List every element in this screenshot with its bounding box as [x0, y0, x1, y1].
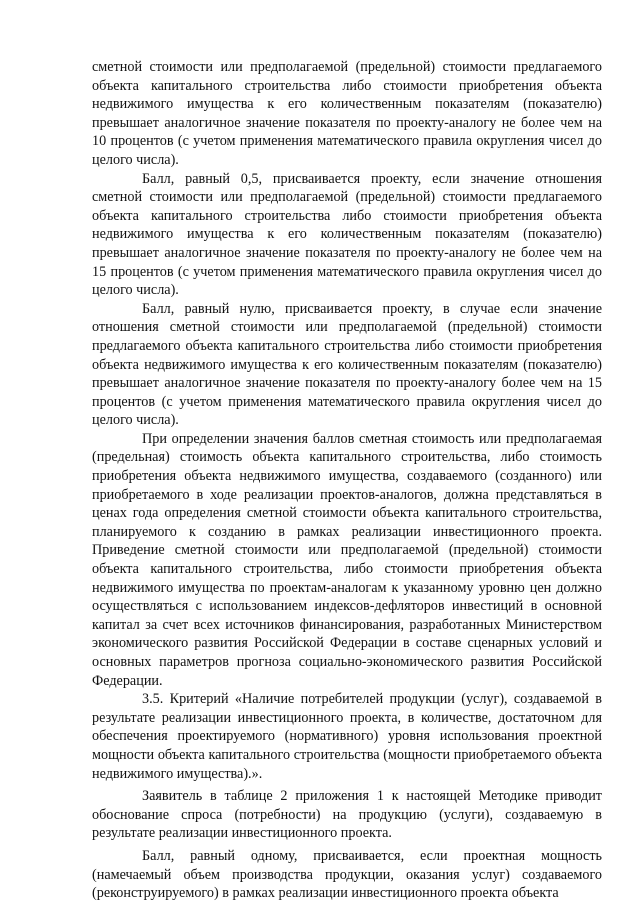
paragraph-score-half: Балл, равный 0,5, присваивается проекту, если значение отношения сметной стоимости или предполагаемой (предельной) стоимости предлагаемого объекта капитального строительства либо стоимости приобретения объекта недвижимого имущества к его количественным показателям (показателю) превышает аналогичное значение показателя по проекту-аналогу не более чем на 15 процентов (с учетом применения математического правила округления чисел до целого числа). [92, 170, 602, 299]
paragraph-applicant-table: Заявитель в таблице 2 приложения 1 к настоящей Методике приводит обоснование спроса (потребности) на продукцию (услуги), создаваемую в результате реализации инвестиционного проекта. [92, 788, 602, 842]
paragraph-price-determination: При определении значения баллов сметная стоимость или предполагаемая (предельная) стоимость объекта капитального строительства, либо стоимость приобретения объекта недвижимого имущества, создаваемого (созданного) или приобретаемого в ходе реализации проектов-аналогов, должна представляться в ценах года определения сметной стоимости объекта капитального строительства, планируемого к созданию в рамках реализации инвестиционного проекта. Приведение сметной стоимости или предполагаемой (предельной) стоимости объекта капитального строительства, либо стоимости приобретения объекта недвижимого имущества по проектам-аналогам к указанному уровню цен должно осуществляться с использованием индексов-дефляторов инвестиций в основной капитал за счет всех источников финансирования, разработанных Министерством экономического развития Российской Федерации в составе сценарных условий и основных параметров прогноза социально-экономического развития Российской Федерации. [92, 430, 602, 689]
paragraph-score-one: Балл, равный одному, присваивается, если проектная мощность (намечаемый объем производства продукции, оказания услуг) создаваемого (реконструируемого) в рамках реализации инвестиционного проекта объекта [92, 847, 602, 902]
paragraph-continuation: сметной стоимости или предполагаемой (предельной) стоимости предлагаемого объекта капитального строительства либо стоимости приобретения объекта недвижимого имущества к его количественным показателям (показателю) превышает аналогичное значение показателя по проекту-аналогу не более чем на 10 процентов (с учетом применения математического правила округления чисел до целого числа). [92, 59, 602, 168]
paragraph-criterion-3-5: 3.5. Критерий «Наличие потребителей продукции (услуг), создаваемой в результате реализации инвестиционного проекта, в количестве, достаточном для обеспечения проектируемого (нормативного) уровня использования проектной мощности объекта капитального строительства (мощности приобретаемого объекта недвижимого имущества).». [92, 691, 602, 782]
document-page [92, 58, 602, 903]
paragraph-score-zero: Балл, равный нулю, присваивается проекту, в случае если значение отношения сметной стоимости или предполагаемой (предельной) стоимости предлагаемого объекта капитального строительства либо стоимости приобретения объекта недвижимого имущества к его количественным показателям (показателю) превышает аналогичное значение показателя по проекту-аналогу более чем на 15 процентов (с учетом применения математического правила округления чисел до целого числа). [92, 300, 602, 429]
